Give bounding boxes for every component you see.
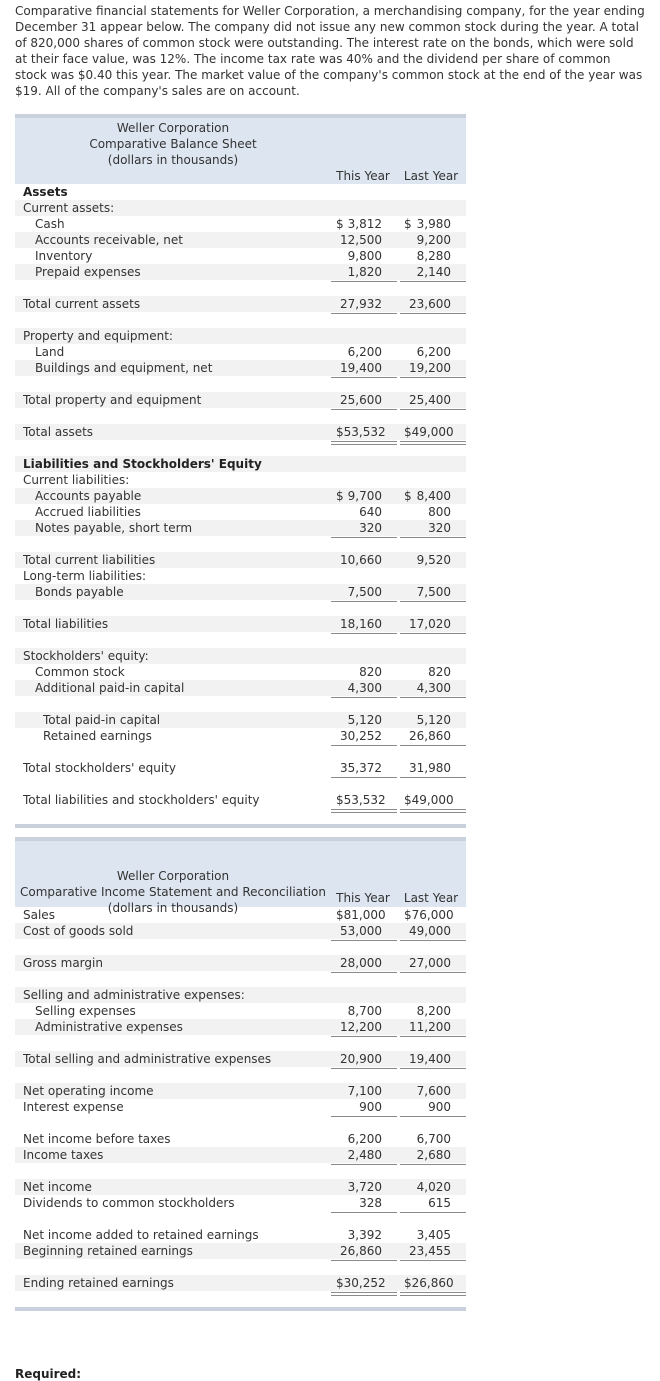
title-line: Weller Corporation [116,869,230,883]
row-label: Beginning retained earnings [23,1244,193,1258]
table-row [15,472,466,488]
table-row [15,792,466,808]
value-last-year: 3,980 [416,217,451,231]
value-last-year: 8,400 [416,489,451,503]
spacer-row [15,939,466,955]
value-this-year: 27,932 [340,297,382,311]
row-label: Cash [35,217,65,231]
spacer-row [15,1211,466,1227]
table-row [15,616,466,632]
table-row [15,344,466,360]
spacer-row [15,376,466,392]
table-row [15,456,466,472]
value-this-year: $53,532 [336,793,386,807]
row-label: Total assets [23,425,94,439]
row-label: Net income before taxes [23,1132,171,1146]
value-this-year: 20,900 [340,1052,382,1066]
table-row [15,200,466,216]
value-this-year: 328 [359,1196,382,1210]
value-this-year: $81,000 [336,908,386,922]
table-row [15,552,466,568]
value-last-year: 9,520 [416,553,451,567]
table-row [15,488,466,504]
row-label: Cost of goods sold [23,924,134,938]
title-line: Weller Corporation [116,121,230,135]
table-row [15,1131,466,1147]
value-this-year: 7,100 [347,1084,382,1098]
value-this-year: 28,000 [340,956,382,970]
table-row [15,392,466,408]
value-last-year: 19,400 [409,1052,451,1066]
value-this-year: 25,600 [340,393,382,407]
row-label: Total current liabilities [23,553,156,567]
value-last-year: 4,020 [416,1180,451,1194]
row-label: Bonds payable [35,585,124,599]
value-this-year: 7,500 [347,585,382,599]
row-label: Income taxes [23,1148,104,1162]
value-this-year: 640 [359,505,382,519]
value-last-year: 3,405 [416,1228,451,1242]
value-last-year: 320 [428,521,451,535]
dollar-sign: $ [336,489,344,503]
value-this-year: 320 [359,521,382,535]
spacer-row [15,280,466,296]
value-last-year: 2,140 [416,265,451,279]
spacer-row [15,312,466,328]
value-this-year: 1,820 [347,265,382,279]
table-row [15,1147,466,1163]
value-this-year: 3,812 [347,217,382,231]
spacer-row [15,600,466,616]
value-this-year: 5,120 [347,713,382,727]
row-label: Sales [23,908,55,922]
bottom-rule [15,824,466,828]
table-row [15,1179,466,1195]
value-this-year: 900 [359,1100,382,1114]
value-this-year: 6,200 [347,345,382,359]
column-header-last-year: Last Year [403,169,459,183]
spacer-row [15,440,466,456]
value-last-year: 11,200 [409,1020,451,1034]
required-label: Required: [15,1367,82,1381]
row-label: Gross margin [23,956,103,970]
title-line: Comparative Balance Sheet [89,137,257,151]
row-label: Net income [23,1180,92,1194]
table-row [15,1051,466,1067]
value-last-year: 5,120 [416,713,451,727]
value-this-year: 9,700 [347,489,382,503]
table-row [15,712,466,728]
value-last-year: 820 [428,665,451,679]
value-last-year: 25,400 [409,393,451,407]
title-line: Comparative Income Statement and Reconciliation [20,885,326,899]
table-row [15,424,466,440]
value-last-year: 19,200 [409,361,451,375]
table-row [15,296,466,312]
value-last-year: 900 [428,1100,451,1114]
value-this-year: 3,392 [347,1228,382,1242]
value-this-year: 6,200 [347,1132,382,1146]
value-this-year: 18,160 [340,617,382,631]
column-header-this-year: This Year [336,891,390,905]
value-last-year: 23,600 [409,297,451,311]
intro-paragraph: Comparative financial statements for Weller Corporation, a merchandising company, for the year ending December 31 appear below. The company did not issue any new common stock during the year. A total of 820,000 shares of common stock were outstanding. The interest rate on the bonds, which were sold at their face value, was 12%. The income tax rate was 40% and the dividend per share of common stock was $0.40 this year. The market value of the company's common stock at the end of the year was $19. All of the company's sales are on account. [15,4,645,98]
value-last-year: $26,860 [404,1276,454,1290]
row-label: Long-term liabilities: [23,569,147,583]
row-label: Retained earnings [43,729,152,743]
row-label: Inventory [35,249,93,263]
value-last-year: 8,280 [416,249,451,263]
table-row [15,1275,466,1291]
value-last-year: 23,455 [409,1244,451,1258]
balance-sheet [15,114,466,828]
table-row [15,1243,466,1259]
value-this-year: 4,300 [347,681,382,695]
row-label: Current assets: [23,201,115,215]
spacer-row [15,1259,466,1275]
value-last-year: 800 [428,505,451,519]
value-this-year: $30,252 [336,1276,386,1290]
row-label: Total paid-in capital [43,713,161,727]
dollar-sign: $ [404,217,412,231]
row-label: Total selling and administrative expenses [23,1052,272,1066]
value-this-year: 8,700 [347,1004,382,1018]
value-this-year: 3,720 [347,1180,382,1194]
row-label: Property and equipment: [23,329,173,343]
value-last-year: $49,000 [404,425,454,439]
value-this-year: 30,252 [340,729,382,743]
spacer-row [15,1115,466,1131]
value-this-year: 2,480 [347,1148,382,1162]
value-last-year: 9,200 [416,233,451,247]
title-line: (dollars in thousands) [107,901,239,915]
row-label: Total liabilities and stockholders' equity [23,793,260,807]
value-last-year: 6,200 [416,345,451,359]
row-label: Notes payable, short term [35,521,193,535]
spacer-row [15,971,466,987]
table-row [15,1083,466,1099]
value-this-year: 26,860 [340,1244,382,1258]
value-this-year: 19,400 [340,361,382,375]
column-header-this-year: This Year [336,169,390,183]
value-this-year: 820 [359,665,382,679]
spacer-row [15,1291,466,1307]
table-row [15,923,466,939]
spacer-row [15,632,466,648]
spacer-row [15,776,466,792]
dollar-sign: $ [404,489,412,503]
table-row [15,955,466,971]
row-label: Total stockholders' equity [23,761,177,775]
row-label: Selling and administrative expenses: [23,988,245,1002]
value-last-year: 2,680 [416,1148,451,1162]
value-last-year: $76,000 [404,908,454,922]
row-label: Net income added to retained earnings [23,1228,259,1242]
row-label: Assets [23,185,68,199]
statement-header [15,118,466,184]
value-this-year: 10,660 [340,553,382,567]
row-label: Land [35,345,65,359]
table-row [15,264,466,280]
row-label: Net operating income [23,1084,154,1098]
table-row [15,760,466,776]
table-row [15,1099,466,1115]
value-last-year: 26,860 [409,729,451,743]
value-last-year: 7,600 [416,1084,451,1098]
table-row [15,248,466,264]
table-row [15,1003,466,1019]
spacer-row [15,696,466,712]
value-last-year: 6,700 [416,1132,451,1146]
income-statement [15,837,466,1311]
spacer-row [15,408,466,424]
table-row [15,648,466,664]
value-this-year: 9,800 [347,249,382,263]
table-row [15,520,466,536]
row-label: Current liabilities: [23,473,130,487]
value-last-year: 49,000 [409,924,451,938]
value-this-year: 12,500 [340,233,382,247]
value-last-year: 7,500 [416,585,451,599]
dollar-sign: $ [336,217,344,231]
value-this-year: 35,372 [340,761,382,775]
value-last-year: 615 [428,1196,451,1210]
value-last-year: $49,000 [404,793,454,807]
row-label: Buildings and equipment, net [35,361,213,375]
table-row [15,1019,466,1035]
value-last-year: 31,980 [409,761,451,775]
table-row [15,728,466,744]
title-line: (dollars in thousands) [107,153,239,167]
value-last-year: 8,200 [416,1004,451,1018]
value-this-year: 53,000 [340,924,382,938]
row-label: Interest expense [23,1100,124,1114]
row-label: Total current assets [23,297,141,311]
value-last-year: 17,020 [409,617,451,631]
row-label: Total liabilities [23,617,109,631]
table-row [15,1195,466,1211]
table-row [15,907,466,923]
row-label: Ending retained earnings [23,1276,174,1290]
table-row [15,232,466,248]
column-header-last-year: Last Year [403,891,459,905]
table-row [15,184,466,200]
table-row [15,680,466,696]
spacer-row [15,536,466,552]
row-label: Common stock [35,665,125,679]
row-label: Total property and equipment [23,393,202,407]
table-row [15,360,466,376]
row-label: Stockholders' equity: [23,649,149,663]
spacer-row [15,1035,466,1051]
row-label: Accounts receivable, net [35,233,183,247]
row-label: Accounts payable [35,489,142,503]
row-label: Prepaid expenses [35,265,141,279]
row-label: Liabilities and Stockholders' Equity [23,457,262,471]
table-row [15,216,466,232]
row-label: Accrued liabilities [35,505,141,519]
row-label: Additional paid-in capital [35,681,185,695]
value-last-year: 4,300 [416,681,451,695]
table-row [15,584,466,600]
table-row [15,504,466,520]
spacer-row [15,1163,466,1179]
table-row [15,987,466,1003]
value-this-year: 12,200 [340,1020,382,1034]
row-label: Dividends to common stockholders [23,1196,235,1210]
table-row [15,328,466,344]
spacer-row [15,1067,466,1083]
value-this-year: $53,532 [336,425,386,439]
table-row [15,1227,466,1243]
table-row [15,664,466,680]
value-last-year: 27,000 [409,956,451,970]
spacer-row [15,808,466,824]
row-label: Selling expenses [35,1004,136,1018]
bottom-rule [15,1307,466,1311]
spacer-row [15,744,466,760]
table-row [15,568,466,584]
row-label: Administrative expenses [35,1020,183,1034]
